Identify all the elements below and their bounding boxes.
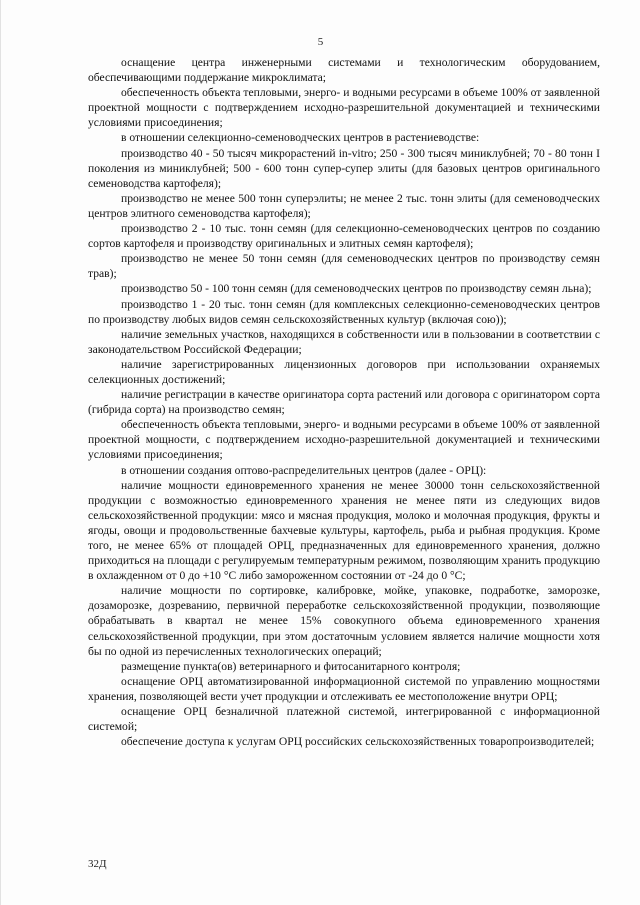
paragraph: наличие земельных участков, находящихся в собственности или в пользовании в соответствии с законодательством Российской Федерации; — [88, 327, 600, 356]
paragraph: в отношении селекционно-семеноводческих центров в растениеводстве: — [121, 131, 480, 145]
paragraph: обеспеченность объекта тепловыми, энерго- и водными ресурсами в объеме 100% от заявленной проектной мощности с подтверждением исходно-разрешительной документацией и техническими условиями присоединения; — [88, 86, 600, 130]
paragraph: размещение пункта(ов) ветеринарного и фитосанитарного контроля; — [121, 659, 461, 673]
paragraph: обеспечение доступа к услугам ОРЦ российских сельскохозяйственных товаропроизводителей; — [121, 735, 595, 749]
paragraph: оснащение ОРЦ безналичной платежной системой, интегрированной с информационной системой; — [88, 705, 600, 734]
document-body — [88, 55, 600, 749]
paragraph: производство не менее 50 тонн семян (для семеноводческих центров по производству семян трав); — [88, 252, 600, 281]
page-number: 5 — [317, 36, 324, 48]
paragraph: наличие регистрации в качестве оригинатора сорта растений или договора с оригинатором сорта (гибрида сорта) на производство семян; — [88, 388, 600, 417]
paragraph: наличие мощности единовременного хранения не менее 30000 тонн сельскохозяйственной продукции с возможностью единовременного хранения не менее пяти из следующих видов сельскохозяйственной продукции: мясо и мясная продукция, молоко и молочная продукция, фрукты и ягоды, овощи и продовольственные бахчевые культуры, картофель, рыба и рыбная продукция. Кроме того, не менее 65% от площадей ОРЦ, предназначенных для единовременного хранения, должно приходиться на площади с регулируемым температурным режимом, позволяющим хранить продукцию в охлажденном от 0 до +10 °С либо замороженном состоянии от -24 до 0 °С; — [88, 478, 600, 583]
document-code: 32Д — [88, 858, 107, 870]
paragraph: оснащение центра инженерными системами и технологическим оборудованием, обеспечивающими поддержание микроклимата; — [88, 56, 600, 85]
paragraph: производство 40 - 50 тысяч микрорастений in-vitro; 250 - 300 тысяч миниклубней; 70 - 80 тонн I поколения из миниклубней; 500 - 600 тонн супер-супер элиты (для базовых центров оригинального семеноводства картофеля); — [88, 146, 600, 190]
paragraph: производство 50 - 100 тонн семян (для семеноводческих центров по производству семян льна); — [121, 282, 592, 296]
paragraph: в отношении создания оптово-распределительных центров (далее - ОРЦ): — [121, 463, 487, 477]
paragraph: наличие зарегистрированных лицензионных договоров при использовании охраняемых селекционных достижений; — [88, 357, 600, 386]
paragraph: производство 1 - 20 тыс. тонн семян (для комплексных селекционно-семеноводческих центров по производству любых видов семян сельскохозяйственных культур (включая сою)); — [88, 297, 600, 326]
paragraph: производство не менее 500 тонн суперэлиты; не менее 2 тыс. тонн элиты (для семеноводческих центров элитного семеноводства картофеля); — [88, 191, 600, 220]
paragraph: производство 2 - 10 тыс. тонн семян (для селекционно-семеноводческих центров по созданию сортов картофеля и производству оригинальных и элитных семян картофеля); — [88, 222, 600, 251]
paragraph: наличие мощности по сортировке, калибровке, мойке, упаковке, подработке, заморозке, дозаморозке, дозреванию, первичной переработке сельскохозяйственной продукции, позволяющие обрабатывать в квартал не менее 15% совокупного объема единовременного хранения сельскохозяйственной продукции, при этом достаточным условием является наличие мощности хотя бы по одной из перечисленных технологических операций; — [88, 584, 600, 658]
paragraph: оснащение ОРЦ автоматизированной информационной системой по управлению мощностями хранения, позволяющей вести учет продукции и отслеживать ее местоположение внутри ОРЦ; — [88, 674, 600, 703]
paragraph: обеспеченность объекта тепловыми, энерго- и водными ресурсами в объеме 100% от заявленной проектной мощности, с подтверждением исходно-разрешительной документацией и техническими условиями присоединения; — [88, 418, 600, 462]
